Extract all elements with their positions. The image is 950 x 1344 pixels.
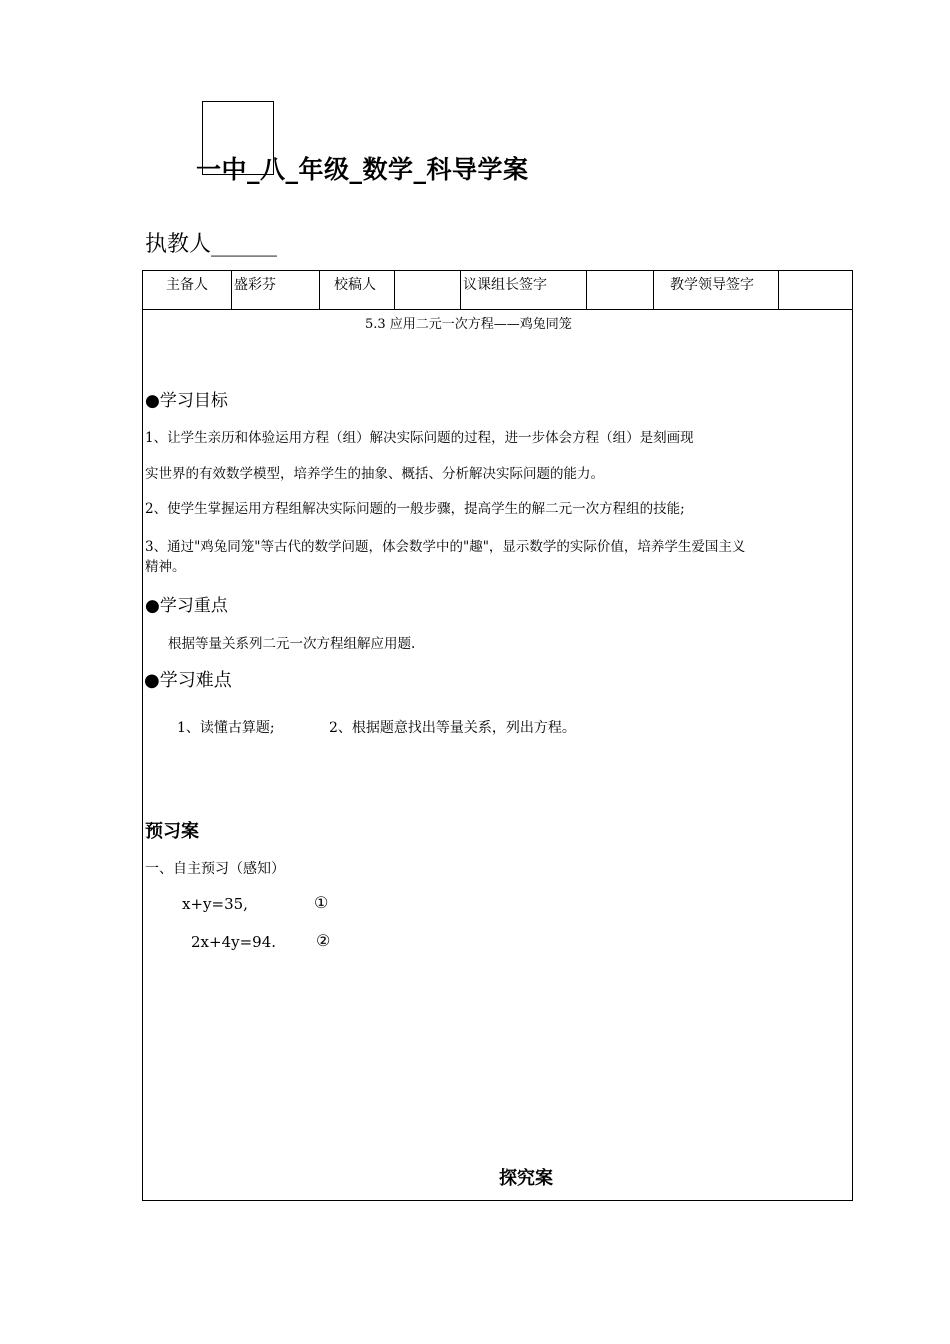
document-title: 一中_八_年级_数学_科导学案 [196,155,529,184]
objective-1-line-1: 1、让学生亲历和体验运用方程（组）解决实际问题的过程，进一步体会方程（组）是刻画现 [145,430,694,446]
proof-label: 校稿人 [334,277,376,293]
lead-label: 主备人 [166,277,208,293]
difficulty-1: 1、读懂古算题; [177,720,275,736]
equation-1-marker: ① [314,893,329,912]
executor-label: 执教人______ [145,232,278,257]
objective-3-line-2: 精神。 [145,559,186,575]
lead-label-cell [143,271,232,309]
leader-label: 教学领导签字 [670,277,754,293]
group-label-cell [461,271,587,309]
equation-2: 2x+4y=94. [191,933,277,951]
lead-name-cell [232,271,320,309]
equation-2-marker: ② [316,931,331,950]
preview-subheading: 一、自主预习（感知） [145,861,285,877]
group-label: 议课组长签字 [463,277,547,293]
key-points-heading: ●学习重点 [145,596,228,616]
proof-label-cell [320,271,395,309]
explore-heading: 探究案 [499,1168,553,1189]
objective-1-line-2: 实世界的有效数学模型，培养学生的抽象、概括、分析解决实际问题的能力。 [145,466,604,482]
objectives-heading: ●学习目标 [145,391,228,411]
leader-value-cell [779,271,852,309]
difficulty-2: 2、根据题意找出等量关系，列出方程。 [329,720,576,736]
group-value-cell [587,271,654,309]
lesson-title: 5.3 应用二元一次方程——鸡兔同笼 [365,317,572,332]
objective-2: 2、使学生掌握运用方程组解决实际问题的一般步骤，提高学生的解二元一次方程组的技能; [145,501,685,517]
difficulties-heading: ●学习难点 [144,670,232,691]
objective-3-line-1: 3、通过"鸡兔同笼"等古代的数学问题，体会数学中的"趣"，显示数学的实际价值，培养学生爱国主义 [145,539,746,555]
equation-1: x+y=35, [182,895,248,913]
info-header-row [143,271,852,310]
key-points-text: 根据等量关系列二元一次方程组解应用题. [168,636,416,652]
proof-value-cell [395,271,461,309]
leader-label-cell [654,271,779,309]
preview-heading: 预习案 [145,821,199,842]
lead-name: 盛彩芬 [234,277,276,293]
